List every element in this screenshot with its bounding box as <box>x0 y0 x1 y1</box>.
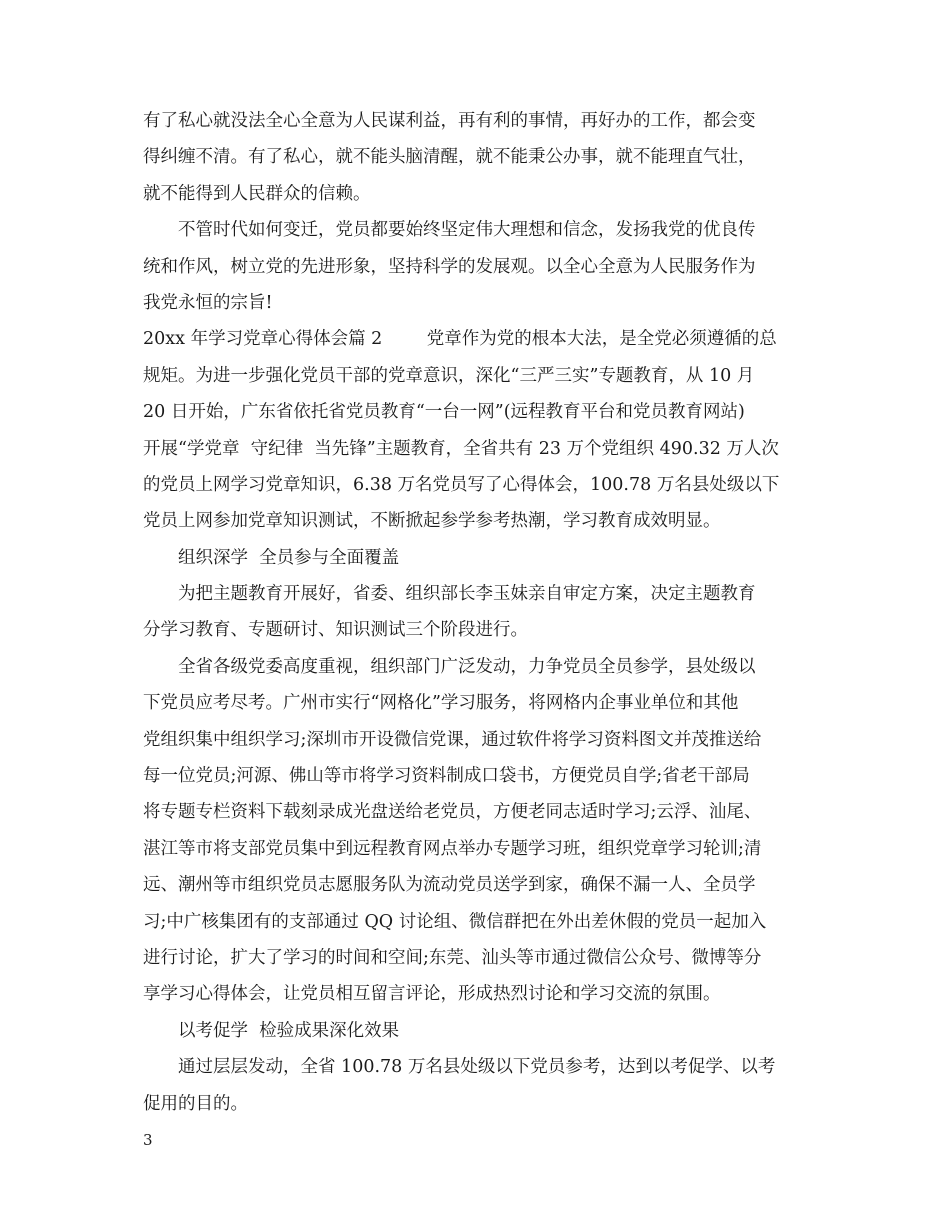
text-line: 远、潮州等市组织党员志愿服务队为流动党员送学到家，确保不漏一人、全员学 <box>143 875 756 896</box>
text-line: 为把主题教育开展好，省委、组织部长李玉妹亲自审定方案，决定主题教育 <box>178 584 756 605</box>
text-line: 就不能得到人民群众的信赖。 <box>143 183 371 204</box>
text-line: 开展“学党章 守纪律 当先锋”主题教育，全省共有 23 万个党组织 490.32 万人次 <box>143 438 779 459</box>
text-line: 将专题专栏资料下载刻录成光盘送给老党员，方便老同志适时学习;云浮、汕尾、 <box>143 802 762 823</box>
text-line: 有了私心就没法全心全意为人民谋利益，再有利的事情，再好办的工作，都会变 <box>143 111 756 131</box>
text-line: 统和作风，树立党的先进形象，坚持科学的发展观。以全心全意为人民服务作为 <box>143 256 756 277</box>
text-line: 通过层层发动，全省 100.78 万名县处级以下党员参考，达到以考促学、以考 <box>178 1057 776 1078</box>
text-line: 湛江等市将支部党员集中到远程教育网点举办专题学习班，组织党章学习轮训;清 <box>143 838 762 859</box>
text-line: 分学习教育、专题研讨、知识测试三个阶段进行。 <box>143 620 528 641</box>
text-line: 享学习心得体会，让党员相互留言评论，形成热烈讨论和学习交流的氛围。 <box>143 984 721 1005</box>
text-line: 进行讨论，扩大了学习的时间和空间;东莞、汕头等市通过微信公众号、微博等分 <box>143 947 762 968</box>
page-number: 3 <box>143 1131 153 1149</box>
subheading: 以考促学 检验成果深化效果 <box>178 1020 400 1041</box>
subheading: 组织深学 全员参与全面覆盖 <box>178 547 400 568</box>
text-line: 党组织集中组织学习;深圳市开设微信党课，通过软件将学习资料图文并茂推送给 <box>143 729 762 750</box>
text-line: 促用的目的。 <box>143 1093 248 1114</box>
text-line: 党员上网参加党章知识测试，不断掀起参学参考热潮，学习教育成效明显。 <box>143 511 721 532</box>
text-line: 我党永恒的宗旨! <box>143 292 273 313</box>
text-line: 下党员应考尽考。广州市实行“网格化”学习服务，将网格内企事业单位和其他 <box>143 693 739 714</box>
text-line: 规矩。为进一步强化党员干部的党章意识，深化“三严三实”专题教育，从 10 月 <box>143 365 755 386</box>
text-line: 20 日开始，广东省依托省党员教育“一台一网”(远程教育平台和党员教育网站) <box>143 402 745 423</box>
text-line: 全省各级党委高度重视，组织部门广泛发动，力争党员全员参学，县处级以 <box>178 656 756 677</box>
text-line: 得纠缠不清。有了私心，就不能头脑清醒，就不能秉公办事，就不能理直气壮， <box>143 147 756 168</box>
text-line: 不管时代如何变迁，党员都要始终坚定伟大理想和信念，发扬我党的优良传 <box>178 220 756 241</box>
text-line: 每一位党员;河源、佛山等市将学习资料制成口袋书，方便党员自学;省老干部局 <box>143 766 750 787</box>
document-body <box>143 103 811 1122</box>
text-line: 习;中广核集团有的支部通过 QQ 讨论组、微信群把在外出差休假的党员一起加入 <box>143 911 767 932</box>
text-line: 的党员上网学习党章知识，6.38 万名党员写了心得体会，100.78 万名县处级以下 <box>143 474 780 495</box>
section-title-line: 20xx 年学习党章心得体会篇 2 党章作为党的根本大法，是全党必须遵循的总 <box>143 329 777 350</box>
